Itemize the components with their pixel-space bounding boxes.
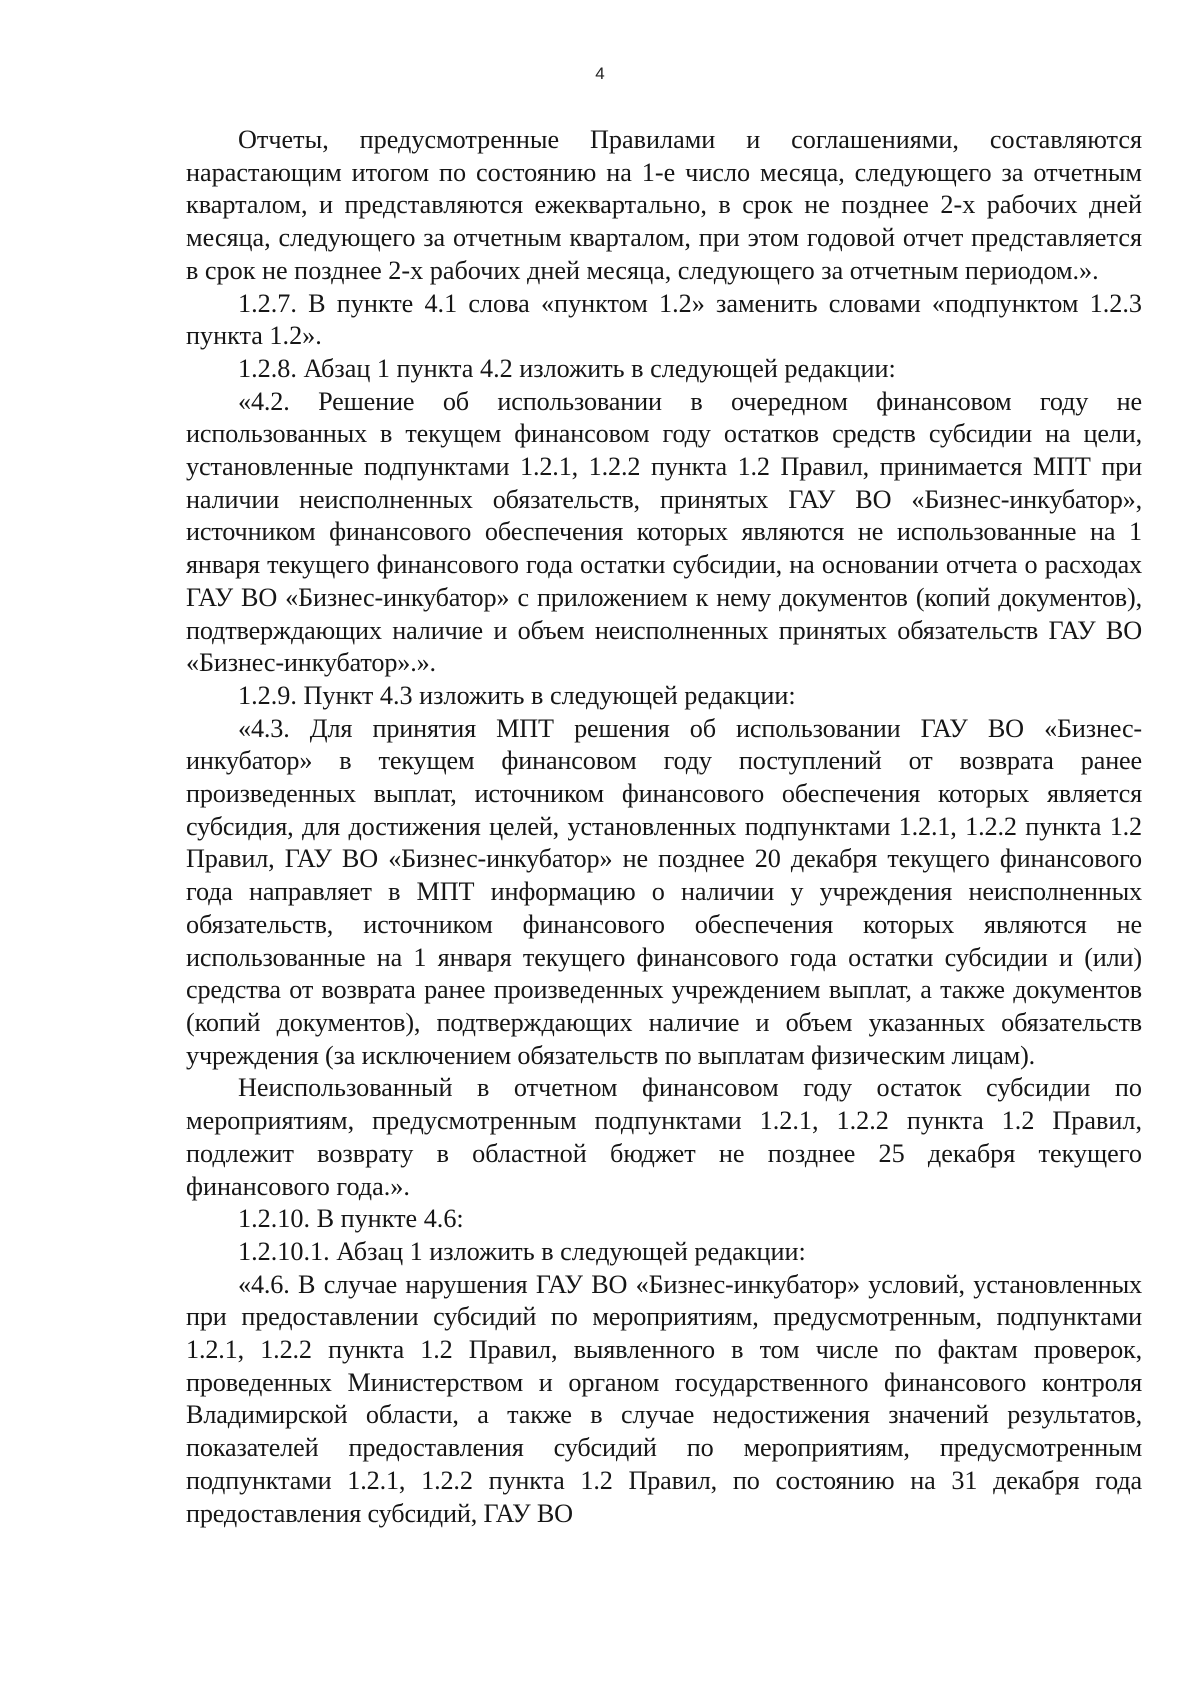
- paragraph-reports: Отчеты, предусмотренные Правилами и соглашениями, составляются нарастающим итогом по состоянию на 1-е число месяца, следующего за отчетным кварталом, и представляются ежеквартально, в срок не позднее 2-х рабочих дней месяца, следующего за отчетным кварталом, при этом годовой отчет представляется в срок не позднее 2-х рабочих дней месяца, следующего за отчетным периодом.».: [186, 125, 1142, 285]
- paragraph-unused-balance: Неиспользованный в отчетном финансовом году остаток субсидии по мероприятиям, предусмотренным подпунктами 1.2.1, 1.2.2 пункта 1.2 Правил, подлежит возврату в областной бюджет не позднее 25 декабря текущего финансового года.».: [186, 1073, 1142, 1201]
- paragraph-1-2-10: 1.2.10. В пункте 4.6:: [238, 1204, 464, 1234]
- paragraph-1-2-7: 1.2.7. В пункте 4.1 слова «пунктом 1.2» заменить словами «подпунктом 1.2.3 пункта 1.2».: [186, 288, 1142, 351]
- paragraph-1-2-10-1: 1.2.10.1. Абзац 1 изложить в следующей редакции:: [238, 1236, 806, 1266]
- page-number: 4: [595, 64, 605, 83]
- paragraph-1-2-8: 1.2.8. Абзац 1 пункта 4.2 изложить в следующей редакции:: [238, 353, 896, 383]
- paragraph-4-3: «4.3. Для принятия МПТ решения об использовании ГАУ ВО «Бизнес-инкубатор» в текущем финансовом году поступлений от возврата ранее произведенных выплат, источником финансового обеспечения которых является субсидия, для достижения целей, установленных подпунктами 1.2.1, 1.2.2 пункта 1.2 Правил, ГАУ ВО «Бизнес-инкубатор» не позднее 20 декабря текущего финансового года направляет в МПТ информацию о наличии у учреждения неисполненных обязательств, источником финансового обеспечения которых являются не использованные на 1 января текущего финансового года остатки субсидии и (или) средства от возврата ранее произведенных учреждением выплат, а также документов (копий документов), подтверждающих наличие и объем указанных обязательств учреждения (за исключением обязательств по выплатам физическим лицам).: [186, 713, 1142, 1070]
- paragraph-4-6: «4.6. В случае нарушения ГАУ ВО «Бизнес-инкубатор» условий, установленных при предоставлении субсидий по мероприятиям, предусмотренным, подпунктами 1.2.1, 1.2.2 пункта 1.2 Правил, выявленного в том числе по фактам проверок, проведенных Министерством и органом государственного финансового контроля Владимирской области, а также в случае недостижения значений результатов, показателей предоставления субсидий по мероприятиям, предусмотренным подпунктами 1.2.1, 1.2.2 пункта 1.2 Правил, по состоянию на 31 декабря года предоставления субсидий, ГАУ ВО: [186, 1269, 1142, 1528]
- document-body: [186, 124, 1142, 1530]
- paragraph-4-2: «4.2. Решение об использовании в очередном финансовом году не использованных в текущем финансовом году остатков средств субсидии на цели, установленные подпунктами 1.2.1, 1.2.2 пункта 1.2 Правил, принимается МПТ при наличии неисполненных обязательств, принятых ГАУ ВО «Бизнес-инкубатор», источником финансового обеспечения которых являются не использованные на 1 января текущего финансового года остатки субсидии, на основании отчета о расходах ГАУ ВО «Бизнес-инкубатор» с приложением к нему документов (копий документов), подтверждающих наличие и объем неисполненных принятых обязательств ГАУ ВО «Бизнес-инкубатор».».: [186, 386, 1142, 678]
- paragraph-1-2-9: 1.2.9. Пункт 4.3 изложить в следующей редакции:: [238, 680, 796, 710]
